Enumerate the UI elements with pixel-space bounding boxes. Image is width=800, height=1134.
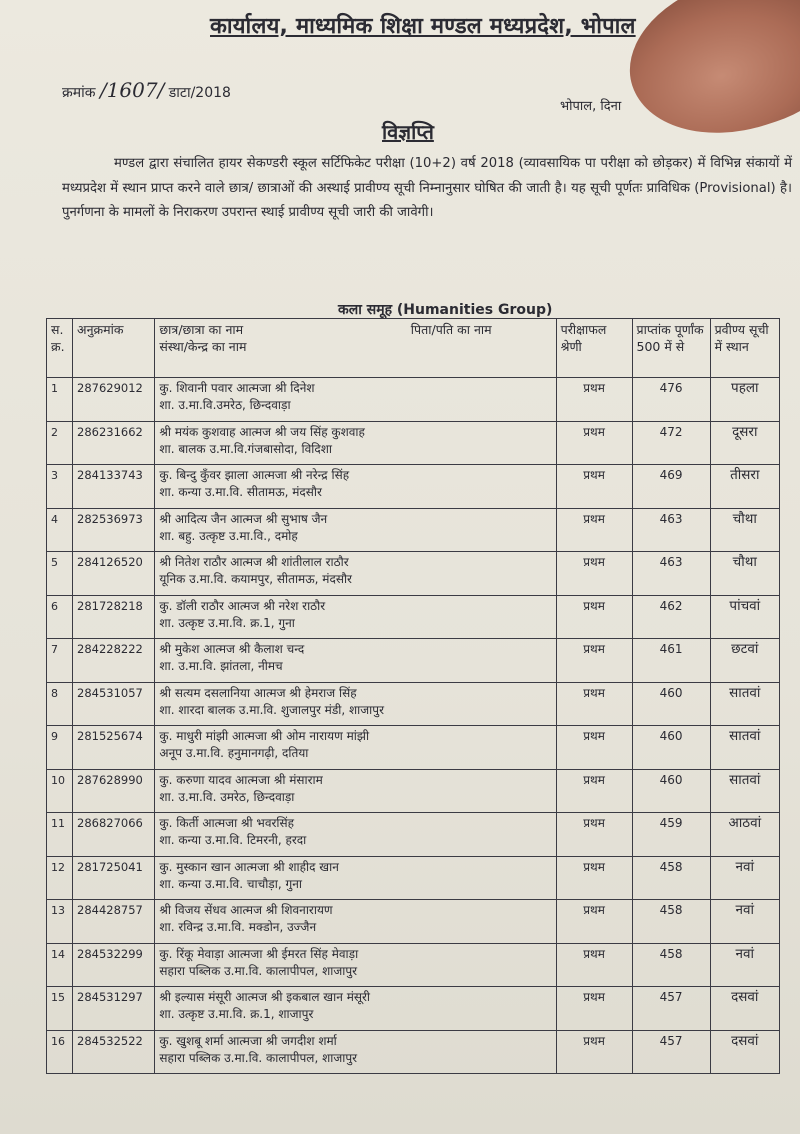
student-name: श्री मुकेश आत्मज श्री कैलाश चन्द	[159, 642, 305, 656]
row-serial: 13	[47, 900, 73, 944]
group-heading: कला समूह (Humanities Group)	[338, 302, 553, 318]
place-date: भोपाल, दिना	[560, 99, 622, 114]
row-rank: दसवां	[710, 1030, 779, 1074]
student-name: कु. डॉली राठौर आत्मज श्री नरेश राठौर	[159, 598, 326, 613]
intro-text: मण्डल द्वारा संचालित हायर सेकण्डरी स्कूल सर्टिफिकेट परीक्षा (10+2) वर्ष 2018 (व्यावसायिक पा परीक्षा को छोड़कर) में विभिन्न संकायों में मध्यप्रदेश में स्थान प्राप्त करने वाले छात्र/ छात्राओं की अस्थाई प्रावीण्य सूची निम्नानुसार घोषित की जाती है। यह सूची पूर्णतः प्राविधिक (Provisional) है। पुनर्गणना के मामलों के निराकरण उपरान्त स्थाई प्रावीण्य सूची जारी की जावेगी।	[62, 156, 792, 221]
merit-list-table	[46, 318, 780, 1074]
institution-name: शा. रविन्द्र उ.मा.वि. मक्डोन, उज्जैन	[159, 920, 317, 934]
row-rank: दसवां	[710, 987, 779, 1031]
row-name-cell	[155, 595, 556, 639]
table-row	[47, 552, 780, 596]
student-name: कु. रिंकू मेवाड़ा आत्मजा श्री ईमरत सिंह मेवाड़ा	[159, 946, 359, 961]
row-division: प्रथम	[556, 726, 632, 770]
row-rank: आठवां	[710, 813, 779, 857]
row-name-cell	[155, 856, 556, 900]
row-name-cell	[155, 552, 556, 596]
header-institution: संस्था/केन्द्र का नाम	[159, 339, 247, 354]
row-serial: 10	[47, 769, 73, 813]
row-division: प्रथम	[556, 769, 632, 813]
institution-name: शा. उ.मा.वि. झांतला, नीमच	[159, 659, 283, 673]
row-roll-number: 287628990	[73, 769, 155, 813]
row-marks: 458	[632, 856, 710, 900]
row-serial: 8	[47, 682, 73, 726]
row-roll-number: 284428757	[73, 900, 155, 944]
table-row	[47, 1030, 780, 1074]
header-rank: प्रवीण्य सूची में स्थान	[710, 319, 779, 378]
row-name-cell	[155, 900, 556, 944]
row-name-cell	[155, 769, 556, 813]
row-marks: 459	[632, 813, 710, 857]
student-name: श्री सत्यम दसलानिया आत्मज श्री हेमराज सिंह	[159, 685, 357, 700]
institution-name: शा. कन्या उ.मा.वि. चाचौड़ा, गुना	[159, 876, 302, 891]
row-marks: 457	[632, 1030, 710, 1074]
row-marks: 460	[632, 726, 710, 770]
row-roll-number: 284532299	[73, 943, 155, 987]
table-row	[47, 465, 780, 509]
row-division: प्रथम	[556, 813, 632, 857]
row-roll-number: 286827066	[73, 813, 155, 857]
table-row	[47, 769, 780, 813]
intro-paragraph	[62, 152, 792, 226]
row-rank: नवां	[710, 943, 779, 987]
institution-name: शा. बहु. उत्कृष्ट उ.मा.वि., दमोह	[159, 528, 298, 543]
reference-handwritten-number: /1607/	[99, 78, 165, 102]
institution-name: शा. उ.मा.वि.उमरेठ, छिन्दवाड़ा	[159, 398, 291, 412]
row-rank: सातवां	[710, 726, 779, 770]
reference-suffix: डाटा/2018	[168, 85, 231, 101]
row-roll-number: 286231662	[73, 421, 155, 465]
row-rank: नवां	[710, 856, 779, 900]
row-division: प्रथम	[556, 508, 632, 552]
row-marks: 469	[632, 465, 710, 509]
row-division: प्रथम	[556, 465, 632, 509]
table-row	[47, 639, 780, 683]
row-marks: 472	[632, 421, 710, 465]
row-marks: 463	[632, 508, 710, 552]
row-serial: 14	[47, 943, 73, 987]
institution-name: शा. कन्या उ.मा.वि. टिमरनी, हरदा	[159, 833, 307, 847]
row-roll-number: 284228222	[73, 639, 155, 683]
row-rank: पांचवां	[710, 595, 779, 639]
row-division: प्रथम	[556, 943, 632, 987]
row-serial: 6	[47, 595, 73, 639]
row-roll-number: 282536973	[73, 508, 155, 552]
student-name: श्री मयंक कुशवाह आत्मज श्री जय सिंह कुशवाह	[159, 424, 365, 439]
row-division: प्रथम	[556, 682, 632, 726]
row-marks: 476	[632, 378, 710, 422]
institution-name: शा. शारदा बालक उ.मा.वि. शुजालपुर मंडी, शाजापुर	[159, 702, 384, 717]
row-rank: दूसरा	[710, 421, 779, 465]
row-roll-number: 284126520	[73, 552, 155, 596]
row-serial: 9	[47, 726, 73, 770]
row-division: प्रथम	[556, 900, 632, 944]
row-division: प्रथम	[556, 421, 632, 465]
row-division: प्रथम	[556, 1030, 632, 1074]
row-rank: सातवां	[710, 682, 779, 726]
student-name: कु. मुस्कान खान आत्मजा श्री शाहीद खान	[159, 859, 339, 874]
row-roll-number: 287629012	[73, 378, 155, 422]
student-name: कु. माधुरी मांझी आत्मजा श्री ओम नारायण मांझी	[159, 729, 370, 743]
institution-name: शा. उत्कृष्ट उ.मा.वि. क्र.1, शाजापुर	[159, 1007, 314, 1021]
row-rank: छटवां	[710, 639, 779, 683]
reference-number	[62, 78, 231, 102]
table-row	[47, 682, 780, 726]
row-serial: 15	[47, 987, 73, 1031]
table-row	[47, 900, 780, 944]
student-name: श्री नितेश राठौर आत्मज श्री शांतीलाल राठौर	[159, 555, 349, 569]
header-marks: प्राप्तांक पूर्णांक 500 में से	[632, 319, 710, 378]
student-name: कु. बिन्दु कुँवर झाला आत्मजा श्री नरेन्द्र सिंह	[159, 468, 350, 482]
institution-name: शा. उ.मा.वि. उमरेठ, छिन्दवाड़ा	[159, 789, 295, 804]
row-roll-number: 284133743	[73, 465, 155, 509]
row-roll-number: 284531297	[73, 987, 155, 1031]
row-marks: 461	[632, 639, 710, 683]
row-rank: चौथा	[710, 508, 779, 552]
institution-name: सहारा पब्लिक उ.मा.वि. कालापीपल, शाजापुर	[159, 1050, 358, 1065]
institution-name: शा. उत्कृष्ट उ.मा.वि. क्र.1, गुना	[159, 615, 295, 630]
student-name: कु. करुणा यादव आत्मजा श्री मंसाराम	[159, 772, 323, 787]
row-roll-number: 284532522	[73, 1030, 155, 1074]
row-division: प्रथम	[556, 987, 632, 1031]
row-name-cell	[155, 508, 556, 552]
row-marks: 457	[632, 987, 710, 1031]
row-serial: 12	[47, 856, 73, 900]
row-name-cell	[155, 726, 556, 770]
row-marks: 458	[632, 943, 710, 987]
row-roll-number: 281728218	[73, 595, 155, 639]
row-rank: पहला	[710, 378, 779, 422]
row-roll-number: 281525674	[73, 726, 155, 770]
header-serial: स. क्र.	[47, 319, 73, 378]
row-serial: 16	[47, 1030, 73, 1074]
table-row	[47, 987, 780, 1031]
row-marks: 460	[632, 682, 710, 726]
row-marks: 460	[632, 769, 710, 813]
table-row	[47, 943, 780, 987]
student-name: कु. शिवानी पवार आत्मजा श्री दिनेश	[159, 381, 315, 395]
row-serial: 1	[47, 378, 73, 422]
table-row	[47, 508, 780, 552]
row-division: प्रथम	[556, 856, 632, 900]
row-division: प्रथम	[556, 595, 632, 639]
table-row	[47, 378, 780, 422]
notice-title: विज्ञप्ति	[382, 120, 434, 144]
header-name	[155, 319, 556, 378]
institution-name: अनूप उ.मा.वि. हनुमानगढ़ी, दतिया	[159, 746, 309, 760]
row-rank: चौथा	[710, 552, 779, 596]
row-rank: सातवां	[710, 769, 779, 813]
row-roll-number: 281725041	[73, 856, 155, 900]
row-serial: 5	[47, 552, 73, 596]
row-name-cell	[155, 1030, 556, 1074]
student-name: कु. खुशबू शर्मा आत्मजा श्री जगदीश शर्मा	[159, 1033, 337, 1048]
institution-name: शा. बालक उ.मा.वि.गंजबासोदा, विदिशा	[159, 441, 333, 456]
row-serial: 2	[47, 421, 73, 465]
row-serial: 7	[47, 639, 73, 683]
row-name-cell	[155, 465, 556, 509]
row-roll-number: 284531057	[73, 682, 155, 726]
institution-name: यूनिक उ.मा.वि. कयामपुर, सीतामऊ, मंदसौर	[159, 572, 352, 586]
table-row	[47, 726, 780, 770]
header-student-name: छात्र/छात्रा का नाम	[159, 322, 244, 337]
row-name-cell	[155, 639, 556, 683]
row-name-cell	[155, 813, 556, 857]
row-name-cell	[155, 943, 556, 987]
table-header-row	[47, 319, 780, 378]
row-serial: 3	[47, 465, 73, 509]
row-name-cell	[155, 378, 556, 422]
header-division: परीक्षाफल श्रेणी	[556, 319, 632, 378]
row-division: प्रथम	[556, 552, 632, 596]
row-name-cell	[155, 682, 556, 726]
header-father-name: पिता/पति का नाम	[410, 322, 492, 337]
student-name: कु. किर्ती आत्मजा श्री भवरसिंह	[159, 816, 295, 830]
row-division: प्रथम	[556, 639, 632, 683]
row-marks: 458	[632, 900, 710, 944]
institution-name: सहारा पब्लिक उ.मा.वि. कालापीपल, शाजापुर	[159, 963, 358, 978]
table-row	[47, 595, 780, 639]
table-row	[47, 421, 780, 465]
row-serial: 4	[47, 508, 73, 552]
student-name: श्री इल्यास मंसूरी आत्मज श्री इकबाल खान मंसूरी	[159, 990, 371, 1004]
office-title: कार्यालय, माध्यमिक शिक्षा मण्डल मध्यप्रदेश, भोपाल	[210, 14, 636, 39]
row-rank: तीसरा	[710, 465, 779, 509]
table-row	[47, 856, 780, 900]
row-name-cell	[155, 421, 556, 465]
row-name-cell	[155, 987, 556, 1031]
row-marks: 462	[632, 595, 710, 639]
row-rank: नवां	[710, 900, 779, 944]
institution-name: शा. कन्या उ.मा.वि. सीतामऊ, मंदसौर	[159, 485, 322, 499]
student-name: श्री विजय सेंधव आत्मज श्री शिवनारायण	[159, 903, 333, 917]
reference-prefix: क्रमांक	[62, 85, 96, 101]
row-division: प्रथम	[556, 378, 632, 422]
table-row	[47, 813, 780, 857]
student-name: श्री आदित्य जैन आत्मज श्री सुभाष जैन	[159, 511, 328, 526]
row-marks: 463	[632, 552, 710, 596]
row-serial: 11	[47, 813, 73, 857]
header-roll-number: अनुक्रमांक	[73, 319, 155, 378]
